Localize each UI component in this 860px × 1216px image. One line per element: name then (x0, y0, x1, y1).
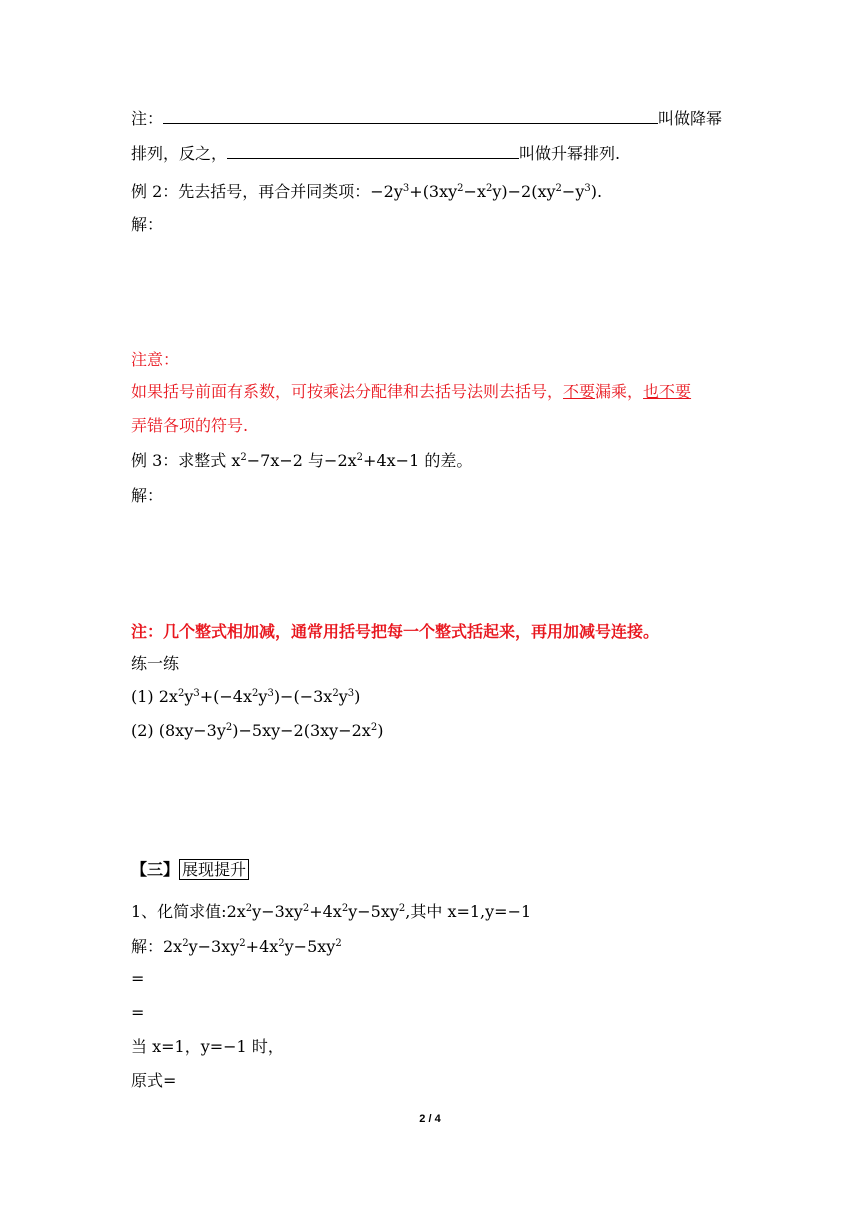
problem-1-result: 原式= (131, 1071, 177, 1090)
page-number: 2 / 4 (419, 1113, 441, 1125)
note-suffix: 叫做降幂 (658, 109, 723, 128)
note-ascending-line (131, 143, 620, 165)
problem-1-step-1: = (131, 969, 145, 988)
problem-1-when: 当 x=1，y=−1 时， (131, 1037, 284, 1056)
practice-item-2: (2) $(8xy-3y^2)-5xy-2(3xy-2x^2)$ (131, 721, 384, 740)
note-descending-line (131, 108, 722, 130)
practice-item-1-label: (1) 2x (131, 687, 178, 706)
example-3-solution: 解： (131, 486, 164, 505)
attention-title: 注意： (131, 350, 180, 369)
example-3: 例 3：求整式 $x^2-7x-2$ 与$-2x^2+4x-1$ 的差。 (131, 451, 473, 470)
attention-line-2: 弄错各项的符号. (131, 416, 249, 435)
note-addition: 注：几个整式相加减，通常用括号把每一个整式括起来，再用加减号连接。 (131, 622, 660, 641)
section-3-heading (131, 859, 249, 881)
attention-underline-2: 也不要 (643, 382, 692, 401)
fill-blank-descending[interactable] (163, 108, 658, 124)
problem-1-step-2: = (131, 1003, 145, 1022)
practice-title: 练一练 (131, 654, 180, 673)
example-2: 例 2：先去括号，再合并同类项：$-2y^3+(3xy^2-x^2y)-2(xy^2-y^3)$. (131, 182, 603, 201)
attention-underline-1: 不要 (563, 382, 596, 401)
section-3-bracket: 【三】 (131, 860, 180, 879)
example-3-label: 例 3：求整式 x (131, 451, 241, 470)
example-2-label: 例 2：先去括号，再合并同类项：−2y (131, 182, 403, 201)
practice-item-1: (1) $2x^2y^3+(-4x^2y^3)-(-3x^2y^3)$ (131, 687, 361, 706)
practice-item-2-label: (2) (8xy−3y (131, 721, 226, 740)
problem-1-label: 1、化简求值:2x (131, 902, 246, 921)
attention-line-1 (131, 381, 691, 403)
note-prefix: 注： (131, 109, 164, 128)
problem-1-solution-label: 解：2x (131, 937, 183, 956)
problem-1-solution: 解：$2x^2y-3xy^2+4x^2y-5xy^2$ (131, 937, 342, 956)
note-line2-end: 叫做升幂排列. (519, 144, 621, 163)
attention-text-b: 漏乘， (595, 382, 644, 401)
note-line2-start: 排列，反之， (131, 144, 228, 163)
example-2-solution: 解： (131, 215, 164, 234)
problem-1: 1、化简求值$:2x^2y-3xy^2+4x^2y-5xy^2$,其中 x=1,y=−1 (131, 902, 532, 921)
fill-blank-ascending[interactable] (227, 143, 519, 159)
attention-text-a: 如果括号前面有系数，可按乘法分配律和去括号法则去括号， (131, 382, 564, 401)
section-3-title: 展现提升 (179, 859, 249, 880)
